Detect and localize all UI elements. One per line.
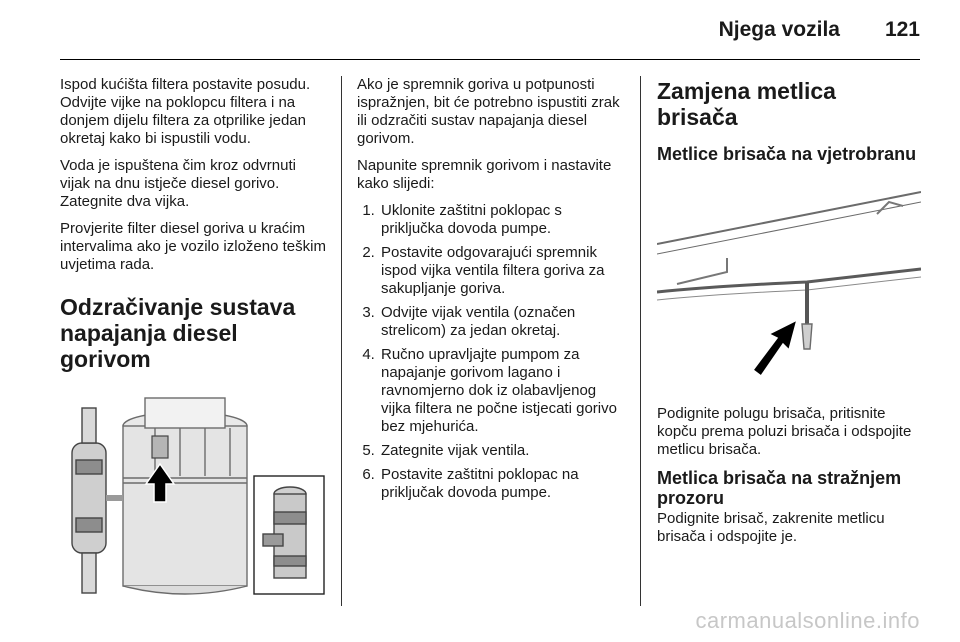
paragraph: Ispod kućišta filtera postavite posudu. Odvijte vijke na poklopcu filtera i na donjem dijelu filtera za otprilike jedan okretaj kako bi ispustili vodu. [60, 76, 311, 147]
subheading-windscreen: Metlice brisača na vjetrobranu [657, 144, 917, 164]
paragraph: Provjerite filter diesel goriva u kraćim intervalima ako je vozilo izloženo teškim uvjetima rada. [60, 220, 326, 273]
column-divider-2 [640, 76, 641, 606]
procedure-steps [357, 202, 625, 502]
paragraph: Napunite spremnik gorivom i nastavite kako slijedi: [357, 157, 612, 192]
list-item: 5. Zategnite vijak ventila. [379, 442, 625, 460]
valve-screw-drawing [152, 436, 168, 458]
inset-detail-drawing [254, 476, 324, 594]
list-item: 1. Uklonite zaštitni poklopac s priključka dovoda pumpe. [379, 202, 625, 238]
column-right [657, 76, 922, 555]
header-divider [60, 59, 920, 60]
list-item: 3. Odvijte vijak ventila (označen strelicom) za jedan okretaj. [379, 304, 625, 340]
list-item: 6. Postavite zaštitni poklopac na priključak dovoda pumpe. [379, 466, 625, 502]
subheading-rear-window: Metlica brisača na stražnjem prozoru [657, 468, 902, 508]
column-middle [357, 76, 625, 508]
column-divider-1 [341, 76, 342, 606]
watermark: carmanualsonline.info [695, 608, 920, 633]
section-title: Njega vozila [718, 18, 840, 41]
paragraph: Podignite brisač, zakrenite metlicu brisača i odspojite je. [657, 510, 885, 545]
fuel-filter-illustration [60, 388, 328, 598]
page-number: 121 [884, 18, 920, 41]
filter-housing-drawing [123, 398, 247, 594]
wiper-illustration [657, 174, 921, 389]
paragraph: Podignite polugu brisača, pritisnite kopču prema poluzi brisača i odspojite metlicu brisača. [657, 405, 912, 458]
paragraph: Voda je ispuštena čim kroz odvrnuti vijak na dnu istječe diesel gorivo. Zategnite dva vijka. [60, 157, 296, 210]
list-item: 4. Ručno upravljajte pumpom za napajanje gorivom lagano i ravnomjerno dok iz olabavljenog vijka filtera ne počne istjecati gorivo bez mjehurića. [379, 346, 625, 436]
column-left [60, 76, 328, 614]
list-item: 2. Postavite odgovarajući spremnik ispod vijka ventila filtera goriva za sakupljanje goriva. [379, 244, 625, 298]
paragraph: Ako je spremnik goriva u potpunosti ispražnjen, bit će potrebno ispustiti zrak ili odzračiti sustav napajanja diesel gorivom. [357, 76, 620, 147]
page-header [60, 0, 920, 62]
section-heading-bleeding: Odzračivanje sustava napajanja diesel gorivom [60, 294, 296, 372]
section-heading-wipers: Zamjena metlica brisača [657, 78, 836, 130]
